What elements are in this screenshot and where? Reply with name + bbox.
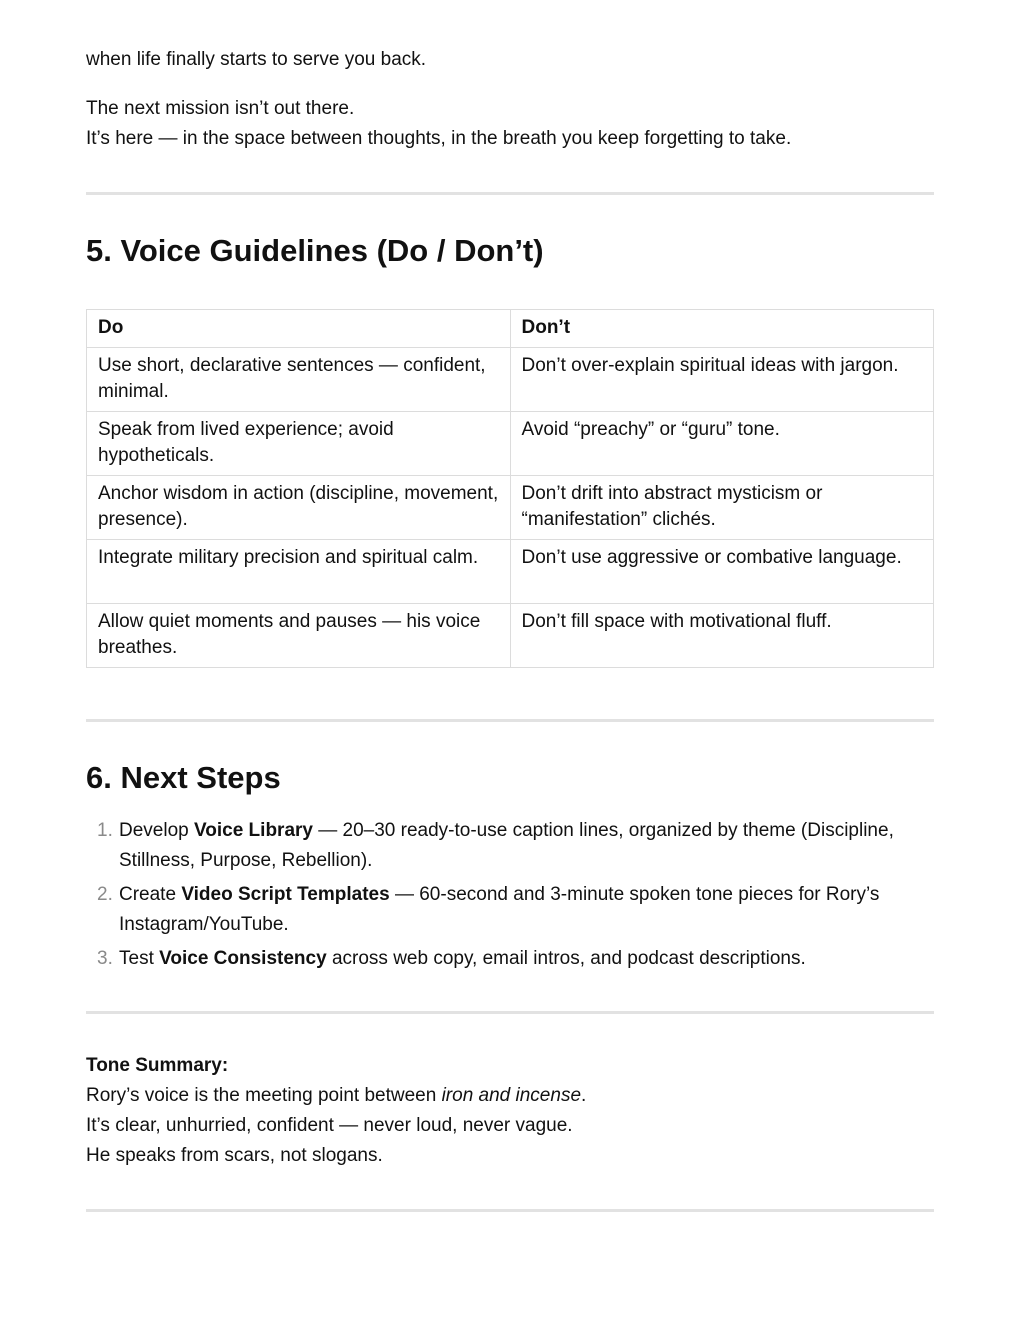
- list-item: [86, 944, 934, 974]
- dont-cell: Don’t use aggressive or combative language.: [510, 540, 934, 604]
- intro-paragraph: [86, 94, 791, 154]
- do-cell: Anchor wisdom in action (discipline, movement, presence).: [87, 476, 511, 540]
- voice-guidelines-table: [86, 309, 934, 668]
- section-divider: [86, 719, 934, 722]
- section-divider: [86, 192, 934, 195]
- list-item: [86, 816, 934, 876]
- next-steps-list: [86, 816, 934, 978]
- intro-line: The next mission isn’t out there.: [86, 98, 355, 119]
- list-item: [86, 880, 934, 940]
- summary-line: [86, 1081, 586, 1111]
- column-header-do: Do: [87, 310, 511, 348]
- step-text: Develop: [119, 820, 194, 841]
- step-text: Create: [119, 884, 182, 905]
- step-emphasis: Voice Library: [194, 820, 313, 841]
- tone-summary: [86, 1051, 586, 1171]
- summary-emphasis: iron and incense: [441, 1085, 582, 1106]
- list-number: 1.: [97, 820, 113, 841]
- table-row: [87, 540, 934, 604]
- summary-text: .: [581, 1085, 587, 1106]
- step-emphasis: Video Script Templates: [181, 884, 390, 905]
- table-row: [87, 412, 934, 476]
- section-divider: [86, 1209, 934, 1212]
- list-number: 3.: [97, 948, 113, 969]
- intro-line: It’s here — in the space between thoughts, in the breath you keep forgetting to take.: [86, 128, 792, 149]
- tone-summary-label: Tone Summary:: [86, 1055, 229, 1076]
- table-row: [87, 476, 934, 540]
- step-text: — 20–30 ready-to-use caption lines, organized by theme (Discipline, Stillness, Purpose, Rebellion).: [119, 820, 894, 871]
- do-cell: Use short, declarative sentences — confident, minimal.: [87, 348, 511, 412]
- do-cell: Allow quiet moments and pauses — his voice breathes.: [87, 604, 511, 668]
- intro-closing-line: when life finally starts to serve you back.: [86, 49, 427, 70]
- step-text: — 60-second and 3-minute spoken tone pieces for Rory’s Instagram/YouTube.: [119, 884, 880, 935]
- summary-line: He speaks from scars, not slogans.: [86, 1145, 383, 1166]
- section-divider: [86, 1011, 934, 1014]
- table-row: [87, 604, 934, 668]
- list-number: 2.: [97, 884, 113, 905]
- summary-line: It’s clear, unhurried, confident — never loud, never vague.: [86, 1115, 573, 1136]
- dont-cell: Don’t fill space with motivational fluff.: [510, 604, 934, 668]
- summary-label-line: [86, 1051, 586, 1081]
- table-row: [87, 348, 934, 412]
- dont-cell: Don’t drift into abstract mysticism or “manifestation” clichés.: [510, 476, 934, 540]
- step-text: across web copy, email intros, and podcast descriptions.: [326, 948, 806, 969]
- dont-cell: Don’t over-explain spiritual ideas with jargon.: [510, 348, 934, 412]
- section-heading-next-steps: 6. Next Steps: [86, 760, 281, 795]
- column-header-dont: Don’t: [510, 310, 934, 348]
- do-cell: Speak from lived experience; avoid hypotheticals.: [87, 412, 511, 476]
- step-emphasis: Voice Consistency: [159, 948, 327, 969]
- summary-text: Rory’s voice is the meeting point between: [86, 1085, 442, 1106]
- do-cell: Integrate military precision and spiritual calm.: [87, 540, 511, 604]
- section-heading-voice-guidelines: 5. Voice Guidelines (Do / Don’t): [86, 233, 544, 268]
- dont-cell: Avoid “preachy” or “guru” tone.: [510, 412, 934, 476]
- table-header-row: [87, 310, 934, 348]
- step-text: Test: [119, 948, 160, 969]
